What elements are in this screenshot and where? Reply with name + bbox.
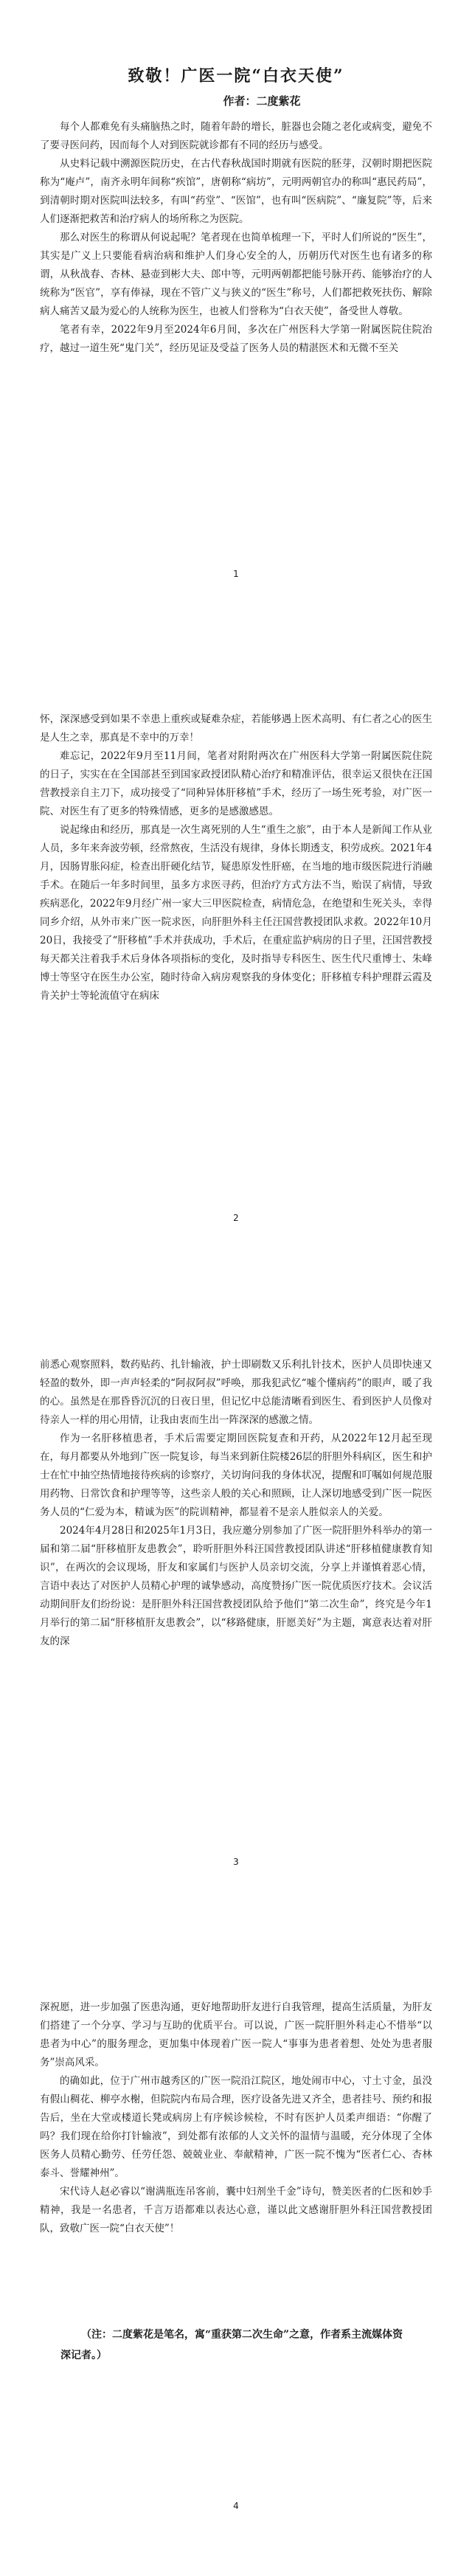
page-1-body — [40, 118, 432, 358]
paragraph-continuation: 怀，深深感受到如果不幸患上重疾或疑难杂症，若能够遇上医术高明、有仁者之心的医生是人生之幸，那真是不幸中的万幸！ — [40, 713, 432, 744]
article-title: 致敬！广医一院“白衣天使” — [128, 66, 344, 86]
paragraph: 的确如此，位于广州市越秀区的广医一院沿江院区，地处闹市中心，寸土寸金，虽没有假山稠花、柳亭水榭，但院院内布局合理，医疗设备先进又齐全，患者挂号、预约和报告后，坐在大堂或楼道长凳或病房上有序候诊候检，不时有医护人员柔声细语：“你醒了吗？我们现在给你打针输液”，到处都有浓郁的人文关怀的温情与温暖，充分体现了全体医务人员精心勤劳、任劳任怨、兢兢业业、奉献精神，广医一院不愧为“医者仁心、杏林泰斗、誉耀神州”。 — [40, 2075, 432, 2179]
paragraph: 每个人都难免有头痛脑热之时，随着年龄的增长，脏器也会随之老化或病变，避免不了要寻医问药，因而每个人对到医院就诊都有不同的经历与感受。 — [40, 121, 432, 151]
document-page-1 — [0, 0, 472, 644]
document-page-4 — [0, 1932, 472, 2576]
paragraph: 2024年4月28日和2025年1月3日，我应邀分别参加了广医一院肝胆外科举办的第一届和第二届“肝移植肝友患教会”，聆听肝胆外科汪国营教授团队讲述“肝移植健康教育知识”，在两次的会议现场，肝友和家属们与医护人员亲切交流，分享上并谨慎着恶心情，言语中表达了对医护人员精心护理的诚挚感动，高度赞扬广医一院优质医疗技术。会议活动期间肝友们纷纷说：是肝胆外科汪国营教授团队给予他们“第二次生命”，终究是今年1月举行的第二届“肝移植肝友患教会”，以“移路健康，肝愿美好”为主题，寓意表达着对肝友的深 — [40, 1525, 432, 1647]
paragraph: 说起缘由和经历，那真是一次生离死别的人生“重生之旅”，由于本人是新闻工作从业人员，多年来奔波劳顿，经常熬夜，生活没有规律，身体长期透支，积劳成疾。2021年4月，因肠胃胀闷症，检查出肝硬化结节，疑患原发性肝癌，在当地的地市级医院进行消融手术。在随后一年多时间里，虽多方求医寻药，但治疗方式方法不当，贻误了病情，导致疾病恶化，2022年9月经广州一家大三甲医院检查，病情危急，在绝望和生死关头，幸得同乡介绍，从外市来广医一院求医，向肝胆外科主任汪国营教授团队求救。2022年10月20日，我接受了“肝移植”手术并获成功，手术后，在重症监护病房的日子里，汪国营教授每天都关注着我手术后身体各项指标的变化，及时指导专科医生、医生代尺重博士、朱峰博士等坚守在医生办公室，随时待命入病房观察我的身体变化；肝移植专科护理群云霞及肯关护士等轮流值守在病床 — [40, 824, 432, 1002]
page-3-body — [40, 1356, 432, 1651]
page-4-body — [40, 1998, 432, 2238]
paragraph: 难忘记，2022年9月至11月间，笔者对附附两次在广州医科大学第一附属医院住院的日子，实实在在全国部甚至到国家政授团队精心治疗和精准评估，很幸运又很快在汪国营教授亲自主刀下，成功接受了“同种异体肝移植”手术，经历了一场生死考验，对广医一院、对医生有了更多的特殊情感，更多的是感激感恩。 — [40, 750, 432, 817]
document-page-2 — [0, 644, 472, 1288]
document-page-3 — [0, 1288, 472, 1932]
page-number: 4 — [233, 2501, 239, 2511]
paragraph: 从史料记载中溯源医院历史，在古代春秋战国时期就有医院的胚芽，汉朝时期把医院称为“庵卢”，南齐永明年间称“疾馆”，唐朝称“病坊”，元明两朝官办的称叫“惠民药局”，到清朝时期对医院叫法较多，有叫“药堂”、“医馆”，也有叫“医病院”、“廉复院”等，后来人们逐渐把救苦和治疗病人的场所称之为医院。 — [40, 158, 432, 225]
page-number: 1 — [233, 569, 239, 579]
paragraph: 那么对医生的称谓从何说起呢？笔者现在也简单梳理一下，平时人们所说的“医生”，其实是广义上只要能看病治病和维护人们身心安全的人，历朝历代对医生也有诸多的称谓，从秋战春、杏林、悬壶到彬大夫、郎中等，元明两朝都把能号脉开药、能够治疗的人统称为“医官”，享有俸禄，现在不管广义与狭义的“医生”称号，人们都把救死扶伤、解除病人痛苦又最为爱心的人统称为医生，也被人们誉称为“白衣天使”，备受世人尊敬。 — [40, 232, 432, 317]
paragraph: 宋代诗人赵必睿以“谢满瓶连吊客前，囊中妇剂坐千金”诗句，赞美医者的仁医和妙手精神，我是一名患者，千言万语都难以表达心意，谨以此文感谢肝胆外科汪国营教授团队，致敬广医一院“白衣天使”！ — [40, 2186, 432, 2234]
paragraph: 笔者有幸，2022年9月至2024年6月间，多次在广州医科大学第一附属医院住院治疗，越过一道生死“鬼门关”，经历见证及受益了医务人员的精湛医术和无微不至关 — [40, 324, 432, 354]
paragraph-continuation: 深祝愿，进一步加强了医患沟通，更好地帮助肝友进行自我管理，提高生活质量，为肝友们搭建了一个分享、学习与互助的优质平台。可以说，广医一院肝胆外科走心不惜举“以患者为中心”的服务理念，更加集中体现着广医一院人“事事为患者着想、处处为患者服务”崇高风采。 — [40, 2001, 432, 2068]
paragraph: 作为一名肝移植患者，手术后需要定期回医院复查和开药，从2022年12月起至现在，每月都要从外地到广医一院复诊，每当来到新住院楼26层的肝胆外科病区，医生和护士在忙中抽空热情地接待疾病的诊察疗，关切询问我的身体状况，提醒和叮嘱如何规范服用药物、日常饮食和护理等等，这些亲人般的关心和照顾，让人深切地感受到广医一院医务人员的“仁爱为本，精诚为医”的院训精神，都显着不是亲人胜似亲人的关爱。 — [40, 1433, 432, 1518]
paragraph-continuation: 前悉心观察照料，数药贴药、扎针输液，护士即刷数又乐利扎针技术，医护人员即快速又轻盈的数外，即一声声轻柔的“阿叔阿叔”呼唤，那我犯武忆“嘘个懂病药”的眼声，暖了我的心。虽然是在那昏昏沉沉的日夜日里，但记忆中总能清晰看到医生、看到医护人员像对待亲人一样的用心用情，让我由衷而生出一阵深深的感激之情。 — [40, 1359, 432, 1426]
author-note: （注：二度紫花是笔名，寓“重获第二次生命”之意，作者系主流媒体资深记者。） — [60, 2329, 403, 2361]
page-number: 3 — [233, 1857, 239, 1867]
page-number: 2 — [233, 1213, 239, 1223]
article-author: 作者：二度紫花 — [223, 94, 301, 108]
page-2-body — [40, 710, 432, 1005]
